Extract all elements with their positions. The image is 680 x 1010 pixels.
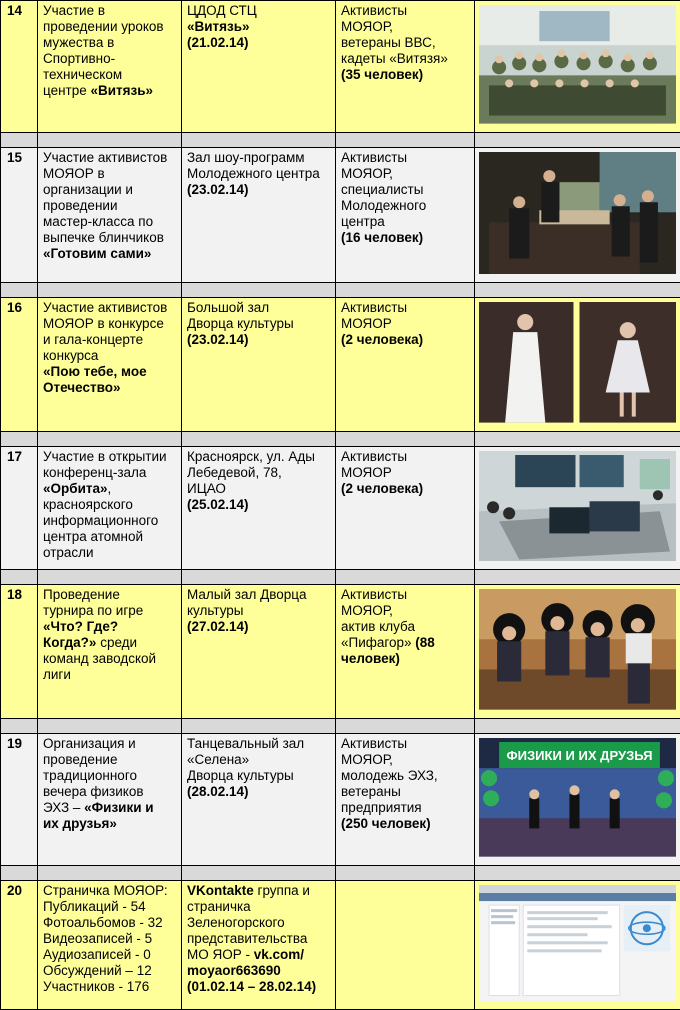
place-cell: Танцевальный зал «Селена» Дворца культуры (28.02.14) xyxy=(182,733,336,865)
group-photo-cadets xyxy=(479,5,676,128)
place-cell: Красноярск, ул. Ады Лебедевой, 78, ИЦАО (25.02.14) xyxy=(182,446,336,570)
event-cell: Участие в проведении уроков мужества в Спортивно- техническом центре «Витязь» xyxy=(38,1,182,133)
photo-cell xyxy=(475,1,680,133)
place-cell: Большой зал Дворца культуры (23.02.14) xyxy=(182,298,336,432)
event-cell: Проведение турнира по игре «Что? Где? Когда?» среди команд заводской лиги xyxy=(38,585,182,719)
photo-cell xyxy=(475,585,680,719)
photo-cell xyxy=(475,298,680,432)
singers-stage-photo xyxy=(479,302,676,427)
event-cell: Участие в открытии конференц-зала «Орбита», красноярского информационного центра атомной отрасли xyxy=(38,446,182,570)
event-cell: Страничка МОЯОР: Публикаций - 54 Фотоальбомов - 32 Видеозаписей - 5 Аудиозаписей - 0 Обсуждений – 12 Участников - 176 xyxy=(38,880,182,1010)
participants-cell xyxy=(336,880,475,1010)
spacer-row xyxy=(1,865,680,880)
spacer-row xyxy=(1,132,680,147)
row-number: 19 xyxy=(1,733,38,865)
spacer-row xyxy=(1,718,680,733)
place-cell: Зал шоу-программ Молодежного центра (23.02.14) xyxy=(182,147,336,283)
table-row xyxy=(1,880,680,1010)
event-cell: Участие активистов МОЯОР в конкурсе и гала-концерте конкурса «Пою тебе, мое Отечество» xyxy=(38,298,182,432)
banner-text: ФИЗИКИ И ИХ ДРУЗЬЯ xyxy=(506,748,652,763)
place-cell: ЦДОД СТЦ «Витязь» (21.02.14) xyxy=(182,1,336,133)
row-number: 18 xyxy=(1,585,38,719)
participants-cell: Активисты МОЯОР, специалисты Молодежного центра (16 человек) xyxy=(336,147,475,283)
photo-cell xyxy=(475,446,680,570)
row-number: 20 xyxy=(1,880,38,1010)
photo-cell xyxy=(475,880,680,1010)
photo-cell xyxy=(475,733,680,865)
table-row xyxy=(1,733,680,865)
row-number: 15 xyxy=(1,147,38,283)
cooking-master-class-photo xyxy=(479,152,676,279)
row-number: 17 xyxy=(1,446,38,570)
participants-cell: Активисты МОЯОР (2 человека) xyxy=(336,446,475,570)
participants-cell: Активисты МОЯОР, молодежь ЭХЗ, ветераны предприятия (250 человек) xyxy=(336,733,475,865)
place-cell: Малый зал Дворца культуры (27.02.14) xyxy=(182,585,336,719)
photo-cell xyxy=(475,147,680,283)
spacer-row xyxy=(1,431,680,446)
vkontakte-page-screenshot xyxy=(479,885,676,1006)
table-row xyxy=(1,585,680,719)
row-number: 14 xyxy=(1,1,38,133)
table-row xyxy=(1,147,680,283)
conference-hall-photo xyxy=(479,451,676,566)
event-cell: Участие активистов МОЯОР в организации и проведении мастер-класса по выпечке блинчиков «Готовим сами» xyxy=(38,147,182,283)
table-row xyxy=(1,1,680,133)
place-cell: VKontakte группа и страничка Зеленогорского представительства МО ЯОР - vk.com/ moyaor663690 (01.02.14 – 28.02.14) xyxy=(182,880,336,1010)
participants-cell: Активисты МОЯОР, актив клуба «Пифагор» (88 человек) xyxy=(336,585,475,719)
table-row xyxy=(1,298,680,432)
participants-cell: Активисты МОЯОР (2 человека) xyxy=(336,298,475,432)
table-row xyxy=(1,446,680,570)
row-number: 16 xyxy=(1,298,38,432)
physics-evening-stage-photo xyxy=(479,738,676,861)
participants-cell: Активисты МОЯОР, ветераны ВВС, кадеты «Витязя» (35 человек) xyxy=(336,1,475,133)
spacer-row xyxy=(1,570,680,585)
spacer-row xyxy=(1,283,680,298)
quiz-tournament-photo xyxy=(479,589,676,714)
event-cell: Организация и проведение традиционного вечера физиков ЭХЗ – «Физики и их друзья» xyxy=(38,733,182,865)
